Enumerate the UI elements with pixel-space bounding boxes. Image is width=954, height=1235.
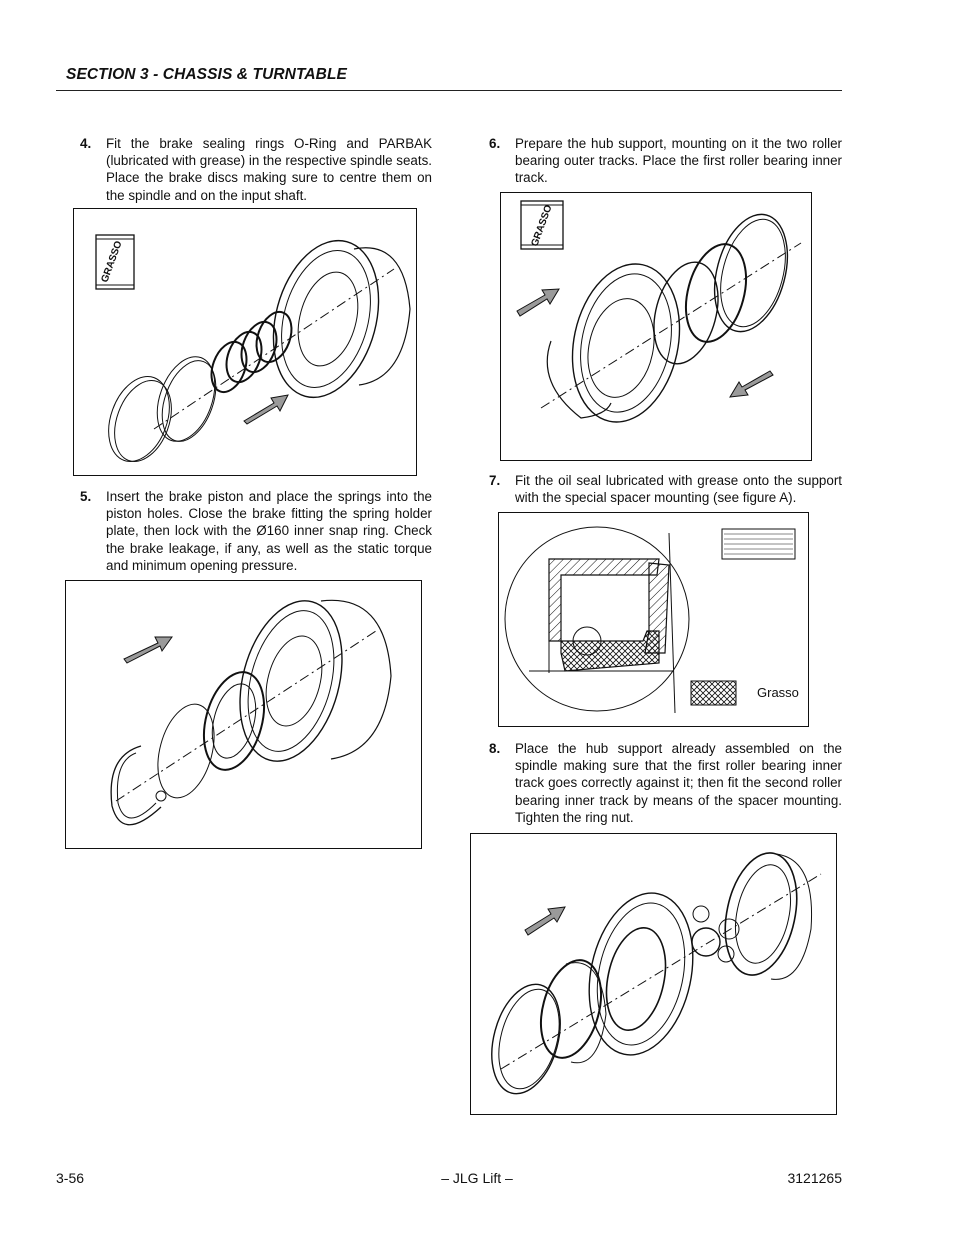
ring-nut: [481, 977, 572, 1102]
spring-holder-plate: [148, 698, 223, 804]
step-number: 5.: [80, 489, 92, 504]
grease-can-icon: [96, 235, 134, 289]
step-text: Prepare the hub support, mounting on it the two roller bearing outer tracks. Place the first roller bearing inner track.: [515, 136, 842, 186]
figure-step-4: [73, 208, 417, 476]
oil-seal-section: [529, 533, 675, 713]
footer-center: – JLG Lift –: [441, 1170, 513, 1186]
grease-can-label: GRASSO: [529, 203, 555, 249]
step-5: [80, 488, 432, 574]
legend-swatch-lines: [724, 534, 793, 554]
header-rule: [56, 90, 842, 91]
step-number: 8.: [489, 741, 501, 756]
o-ring-seals: [98, 349, 226, 470]
direction-arrow-icon: [124, 637, 172, 663]
footer-page-number: 3-56: [56, 1170, 85, 1186]
legend-swatch-grease: [691, 681, 736, 705]
grease-can-label: GRASSO: [99, 239, 125, 285]
direction-arrow-icon: [244, 395, 288, 424]
step-text: Insert the brake piston and place the springs into the piston holes. Close the brake fitting the spring holder plate, then lock with the Ø160 inner snap ring. Check the brake leakage, if any, as well as the static torque and minimum opening pressure.: [106, 489, 432, 573]
brake-piston: [194, 665, 274, 776]
step-number: 4.: [80, 136, 92, 151]
hub-support: [547, 254, 693, 432]
step-8: [489, 740, 842, 826]
step-6: [489, 135, 842, 187]
brake-discs: [205, 307, 298, 397]
figure-step-5: [65, 580, 422, 849]
step-7: [489, 472, 842, 506]
step-text: Fit the brake sealing rings O-Ring and PARBAK (lubricated with grease) in the respective spindle seats. Place the brake discs making sure to centre them on the spindle and on the input shaft.: [106, 136, 433, 203]
footer-doc-number: 3121265: [787, 1170, 842, 1186]
grease-legend-label: Grasso: [757, 685, 799, 700]
grease-can-icon: [521, 201, 563, 249]
step-4: [80, 135, 433, 204]
direction-arrow-icon: [730, 371, 773, 397]
figure-step-7: [498, 512, 809, 727]
spindle-assembly: [501, 846, 821, 1069]
section-header: SECTION 3 - CHASSIS & TURNTABLE: [66, 66, 347, 83]
step-number: 6.: [489, 136, 501, 151]
step-text: Place the hub support already assembled on the spindle making sure that the first roller bearing inner track goes correctly against it; then fit the second roller bearing inner track by means of the spacer mounting. Tighten the ring nut.: [515, 741, 842, 825]
figure-step-8: [470, 833, 837, 1115]
step-number: 7.: [489, 473, 501, 488]
direction-arrow-icon: [525, 907, 565, 935]
direction-arrow-icon: [517, 289, 559, 316]
snap-ring: [111, 746, 166, 825]
figure-step-6: [500, 192, 812, 461]
step-text: Fit the oil seal lubricated with grease onto the support with the special spacer mounting (see figure A).: [515, 473, 842, 506]
